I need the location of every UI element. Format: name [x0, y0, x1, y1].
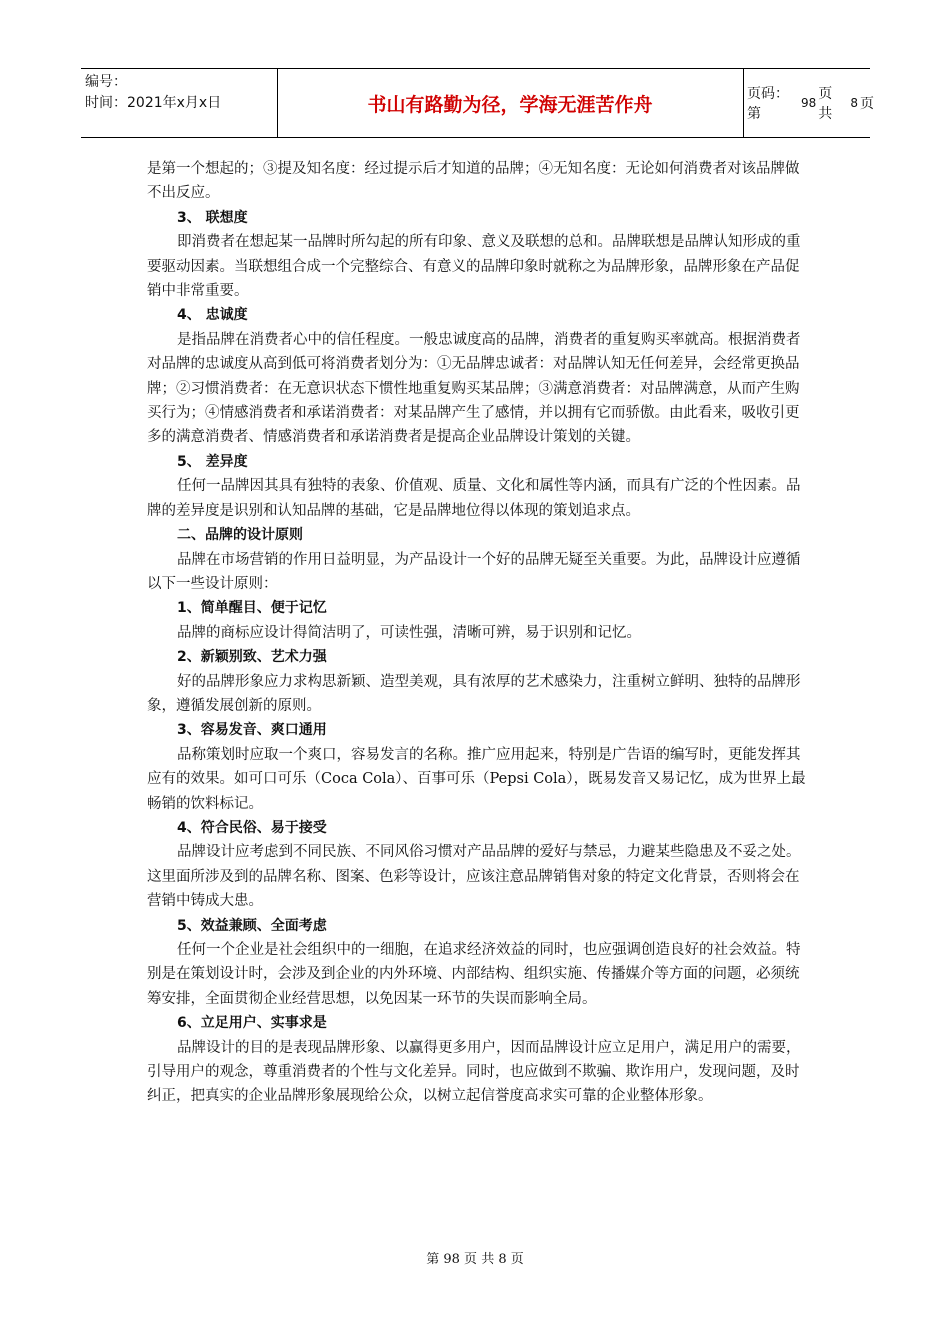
page-header	[81, 68, 874, 138]
page-suffix: 页	[860, 96, 874, 112]
page-mid: 页 共	[818, 86, 833, 122]
section-heading: 3、 联想度	[177, 209, 248, 226]
chapter-heading: 二、品牌的设计原则	[177, 527, 303, 544]
principle-heading: 6、立足用户、实事求是	[177, 1015, 327, 1032]
paragraph: 品牌的商标应设计得简洁明了，可读性强，清晰可辨，易于识别和记忆。	[177, 624, 641, 641]
page-prefix: 页码：第	[747, 86, 789, 122]
header-page-info	[743, 69, 874, 137]
paragraph: 任何一个企业是社会组织中的一细胞，在追求经济效益的同时，也应强调创造良好的社会效益。特别是在策划设计时，会涉及到企业的内外环境、内部结构、组织实施、传播媒介等方面的问题，必须统筹安排，全面贯彻企业经营思想，以免因某一环节的失误而影响全局。	[147, 942, 801, 1007]
paragraph: 是第一个想起的；③提及知名度：经过提示后才知道的品牌；④无知名度：无论如何消费者对该品牌做不出反应。	[147, 161, 800, 202]
paragraph: 任何一品牌因其具有独特的表象、价值观、质量、文化和属性等内涵，而具有广泛的个性因素。品牌的差异度是识别和认知品牌的基础，它是品牌地位得以体现的策划追求点。	[147, 478, 801, 519]
paragraph: 即消费者在想起某一品牌时所勾起的所有印象、意义及联想的总和。品牌联想是品牌认知形成的重要驱动因素。当联想组合成一个完整综合、有意义的品牌印象时就称之为品牌形象，品牌形象在产品促销中非常重要。	[147, 234, 801, 300]
principle-heading: 4、符合民俗、易于接受	[177, 819, 327, 836]
paragraph: 品牌设计应考虑到不同民族、不同风俗习惯对产品品牌的爱好与禁忌，力避某些隐患及不妥之处。这里面所涉及到的品牌名称、图案、色彩等设计，应该注意品牌销售对象的特定文化背景，否则将会在营销中铸成大患。	[147, 844, 801, 910]
paragraph: 好的品牌形象应力求构思新颖、造型美观，具有浓厚的艺术感染力，注重树立鲜明、独特的品牌形象，遵循发展创新的原则。	[147, 673, 801, 714]
header-meta	[81, 69, 278, 137]
principle-heading: 1、简单醒目、便于记忆	[177, 600, 327, 617]
paragraph: 品牌在市场营销的作用日益明显，为产品设计一个好的品牌无疑至关重要。为此，品牌设计应遵循以下一些设计原则：	[147, 551, 801, 592]
page-number: 98	[800, 96, 817, 110]
page-footer: 第 98 页 共 8 页	[426, 1252, 524, 1267]
document-number-label: 编号：	[85, 74, 127, 90]
principle-heading: 5、效益兼顾、全面考虑	[177, 917, 327, 934]
header-motto: 书山有路勤为径，学海无涯苦作舟	[277, 69, 744, 137]
paragraph: 品牌设计的目的是表现品牌形象、以赢得更多用户，因而品牌设计应立足用户，满足用户的需要，引导用户的观念，尊重消费者的个性与文化差异。同时，也应做到不欺骗、欺诈用户，发现问题，及时纠正，把真实的企业品牌形象展现给公众，以树立起信誉度高求实可靠的企业整体形象。	[147, 1039, 801, 1105]
principle-heading: 3、容易发音、爽口通用	[177, 722, 327, 739]
principle-heading: 2、新颖别致、艺术力强	[177, 649, 327, 666]
section-heading: 5、 差异度	[177, 453, 248, 470]
paragraph: 是指品牌在消费者心中的信任程度。一般忠诚度高的品牌，消费者的重复购买率就高。根据消费者对品牌的忠诚度从高到低可将消费者划分为：①无品牌忠诚者：对品牌认知无任何差异，会经常更换品牌；②习惯消费者：在无意识状态下惯性地重复购买某品牌；③满意消费者：对品牌满意，从而产生购买行为；④情感消费者和承诺消费者：对某品牌产生了感情，并以拥有它而骄傲。由此看来，吸收引更多的满意消费者、情感消费者和承诺消费者是提高企业品牌设计策划的关键。	[147, 331, 801, 446]
page-total: 8	[850, 96, 858, 110]
document-time-label: 时间：2021年x月x日	[85, 95, 222, 111]
section-heading: 4、 忠诚度	[177, 307, 248, 324]
document-body	[147, 157, 807, 1109]
paragraph: 品称策划时应取一个爽口，容易发言的名称。推广应用起来，特别是广告语的编写时，更能发挥其应有的效果。如可口可乐（Coca Cola）、百事可乐（Pepsi Cola），既易发音又易记忆，成为世界上最畅销的饮料标记。	[147, 746, 806, 812]
